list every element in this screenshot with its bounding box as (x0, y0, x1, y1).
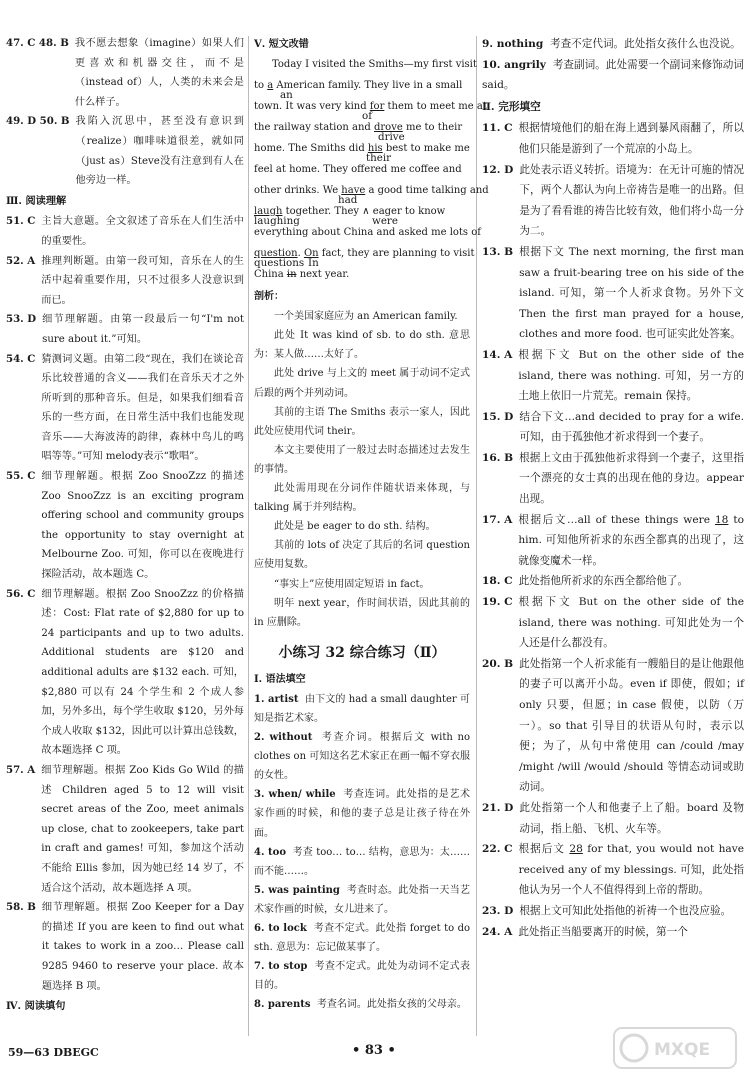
analysis-item: 此处 drive 与上文的 meet 属于动词不定式后跟的两个并列动词。 (254, 368, 470, 399)
analysis-item: 此处 It was kind of sb. to do sth. 意思为：某人做……太好了。 (254, 330, 470, 361)
passage-line-7: other drinks. We have a good time talking and had (254, 185, 489, 207)
correction: In (308, 257, 319, 270)
passage-line-5: home. The Smiths did his best to make me their (254, 143, 470, 165)
analysis-item: 其前的 lots of 决定了其后的名词 question 应使用复数。 (254, 540, 470, 571)
correction: were (372, 215, 398, 228)
error-word: a (267, 80, 274, 92)
column-divider-1 (248, 36, 249, 1036)
analysis-item: 此处需用现在分词作伴随状语来体现，与 talking 属于并列结构。 (254, 483, 470, 514)
answer-number: 47. C 48. B (6, 37, 69, 49)
answer-13: 13. B 根据下文 The next morning, the first man saw a fruit-bearing tree on his side of the island. 可知，第一个人祈求食物。另外下文 Then the first man prayed for a house, clothes and more food. 也可证实此处答案。 (482, 245, 744, 341)
answer-explanation: 细节理解题。根据 Zoo SnooZzz 的价格描述：Cost: Flat rate of $2,880 for up to 24 participants and up to two adults. Additional students are $120 and additional adults are $132 each. 可知，$2,880 可以有 24 个学生和 2 个成人参加，另外多出，每个学生收取 $120，另外每个成人收取 $132，因此可以计算出总钱数，故本题选择 C 项。 (41, 588, 244, 757)
blank-number: 28 (569, 843, 583, 856)
answer-23: 23. D 根据上文可知此处指他的祈祷一个也没应验。 (482, 904, 732, 917)
answer-number: 49. D 50. B (6, 115, 70, 128)
grammar-answer-7: 7. to stop 考查不定式。此处为动词不定式表目的。 (254, 961, 470, 992)
answer-explanation: 细节理解题。根据 Zoo Keeper for a Day 的描述 If you are keen to find out what it takes to work in a zoo… Please call 9285 9460 to reserve your place. 故本题选择 B 项。 (41, 902, 244, 992)
grammar-answer-8: 8. parents 考查名词。此处指女孩的父母亲。 (254, 999, 467, 1011)
grammar-answer-6: 6. to lock 考查不定式。此处指 forget to do sth. 意思为：忘记做某事了。 (254, 923, 470, 954)
correction: drive (378, 131, 405, 144)
answer-number: 52. A (6, 254, 36, 267)
section-heading-sentence-fill: Ⅳ. 阅读填句 (6, 1000, 66, 1013)
error-word: On (303, 248, 319, 260)
answer-number: 55. C (6, 470, 36, 483)
correction: had (338, 194, 358, 207)
answer-number: 51. C (6, 215, 36, 228)
answer-11: 11. C 根据情境他们的船在海上遇到暴风雨翻了，所以他们只能是游到了一个荒凉的小岛上。 (482, 122, 744, 155)
answer-57 (6, 761, 244, 898)
analysis-item: 此处是 be eager to do sth. 结构。 (274, 521, 436, 533)
passage-line-11: China in next year. (254, 269, 350, 281)
exercise-title: 小练习 32 综合练习（Ⅱ） (278, 644, 446, 661)
answer-number: 58. B (6, 901, 36, 914)
answer-explanation: 细节理解题。根据 Zoo SnooZzz 的描述 Zoo SnooZzz is an exciting program offering school and community groups the opportunity to stay overnight at Melbourne Zoo. 可知，你可以在夜晚进行探险活动，故本题选 C。 (41, 471, 244, 581)
passage-line-4: the railway station and drove me to their drive (254, 122, 463, 144)
answer-explanation: 细节理解题。根据 Zoo Kids Go Wild 的描述 Children aged 5 to 12 will visit secret areas of the Zoo, meet animals up close, chat to zookeepers, take part in craft and games! 可知，参加这个活动不能给 Ellis 参加，因为她已经 14 岁了，不适合这个活动，故本题选择 A 项。 (41, 764, 244, 894)
answer-24: 24. A 此处指正当船要离开的时候，第一个 (482, 925, 688, 938)
answer-17: 17. A 根据后文…all of these things were 18 to him. 可知他所祈求的东西全都真的出现了，这就像变魔术一样。 (482, 513, 744, 567)
grammar-answer-10: 10. angrily 考查副词。此处需要一个副词来修饰动词 said。 (482, 58, 744, 92)
grammar-answer-1: 1. artist 由下文的 had a small daughter 可知是指艺术家。 (254, 693, 470, 724)
footer-code: 59—63 DBEGC (8, 1046, 99, 1059)
passage-line-10: question. On fact, they are planning to visit questions In (254, 248, 475, 270)
correction: an (280, 89, 293, 102)
answer-number: 53. D (6, 313, 37, 326)
passage-line-1: Today I visited the Smiths—my first visit (272, 59, 477, 71)
answer-54 (6, 350, 244, 468)
section-heading-error-correction: Ⅴ. 短文改错 (254, 39, 309, 50)
column-right (482, 34, 744, 942)
correction: laughing (254, 215, 300, 228)
error-word: his (367, 143, 383, 155)
analysis-item: 一个美国家庭应为 an American family. (274, 311, 458, 323)
analysis-item: 本文主要使用了一般过去时态描述过去发生的事情。 (254, 444, 470, 475)
column-left (6, 34, 244, 1018)
page-number: • 83 • (352, 1043, 396, 1058)
error-word: question (254, 248, 298, 260)
grammar-answer-3: 3. when/ while 考查连词。此处指的是艺术家作画的时候，和他的妻子总是让孩子待在外面。 (254, 789, 471, 839)
error-word: have (341, 185, 366, 197)
answer-15: 15. D 结合下文…and decided to pray for a wife. 可知，由于孤独他才祈求得到一个妻子。 (482, 410, 744, 444)
answer-number: 57. A (6, 763, 36, 776)
answer-49-50 (6, 112, 244, 190)
analysis-heading: 剖析： (254, 291, 284, 303)
answer-21: 21. D 此处指第一个人和他妻子上了船。board 及物动词，指上船、飞机、火车等。 (482, 801, 744, 835)
grammar-answer-2: 2. without 考查介词。根据后文 with no clothes on 可知这名艺术家正在画一幅不穿衣服的女性。 (254, 732, 471, 782)
error-correction-passage (254, 55, 489, 286)
correction: their (366, 152, 392, 165)
analysis-item: 明年 next year，作时间状语，因此其前的 in 应删除。 (254, 597, 470, 628)
answer-53 (6, 310, 244, 349)
answer-47-48 (6, 34, 244, 112)
answer-20: 20. B 此处指第一个人祈求能有一艘船目的是让他跟他的妻子可以离开小岛。even if 即使，假如；if only 只要，但愿；in case 假使，以防（万一）。so that 引导目的状语从句时，表示以便；为了，从句中常使用 can /could /may /might /will /would /should 等情态动词或助动词。 (482, 657, 744, 794)
answer-18: 18. C 此处指他所祈求的东西全都给他了。 (482, 575, 689, 588)
answer-12: 12. D 此处表示语义转折。语境为：在无计可施的情况下，两个人都认为向上帝祷告是唯一的出路。但是为了看看谁的祷告比较有效，他们将小岛一分为二。 (482, 163, 744, 238)
correction: questions (254, 257, 305, 270)
answer-56 (6, 585, 244, 761)
grammar-answer-4: 4. too 考查 too… to… 结构，意思为：太……而不能……。 (254, 846, 470, 877)
answer-51 (6, 212, 244, 251)
passage-line-6: feel at home. They offered me coffee and (254, 164, 462, 176)
passage-line-8: laugh together. They ∧ eager to know laughing were (254, 206, 446, 228)
answer-16: 16. B 根据上文由于孤独他祈求得到一个妻子，这里指一个漂亮的女士真的出现在他的身边。appear 出现。 (482, 451, 744, 506)
answer-number: 54. C (6, 352, 36, 365)
answer-58 (6, 898, 244, 996)
answer-explanation: 猜测词义题。由第二段“现在，我们在谈论音乐比较普通的含义——我们在音乐天才之外所听到的那种音乐。但是，如果我们细看音乐的一些方面，在日常生活中我们也能发现音乐——大海波涛的韵律，森林中鸟儿的鸣唱等等。”可知 melody表示“歌唱”。 (41, 353, 244, 463)
answer-explanation: 推理判断题。由第一段可知，音乐在人的生活中起着重要作用，只不过很多人没意识到而已。 (41, 255, 244, 306)
answer-explanation: 细节理解题。由第一段最后一句“I'm not sure about it.”可知。 (42, 314, 244, 345)
analysis-item: “事实上”应使用固定短语 in fact。 (274, 578, 430, 590)
answer-22: 22. C 根据后文 28 for that, you would not have received any of my blessings. 可知，此处指他认为另一个人不值得得到上帝的帮助。 (482, 843, 744, 897)
answer-19: 19. C 根据下文 But on the other side of the island, there was nothing. 可知此处为一个人还是什么都没有。 (482, 596, 744, 650)
error-word: for (369, 101, 385, 113)
passage-line-2: to a American family. They live in a small an (254, 80, 463, 102)
answer-number: 56. C (6, 587, 36, 600)
insert-mark: ∧ (362, 206, 370, 218)
answer-55 (6, 467, 244, 585)
section-heading-grammar-fill: Ⅰ. 语法填空 (254, 673, 306, 685)
answer-52 (6, 252, 244, 311)
answer-14: 14. A 根据下文 But on the other side of the island, there was nothing. 可知，另一方的土地上依旧一片荒芜。remain 保持。 (482, 348, 744, 403)
section-heading-cloze: Ⅱ. 完形填空 (482, 100, 541, 113)
correction: of (362, 110, 373, 123)
grammar-answer-9: 9. nothing 考查不定代词。此处指女孩什么也没说。 (482, 38, 741, 50)
error-word: laugh (254, 206, 283, 218)
grammar-answer-5: 5. was painting 考查时态。此处指一天当艺术家作画的时候，女儿进来了。 (254, 884, 471, 915)
section-heading-reading: Ⅲ. 阅读理解 (6, 194, 67, 207)
svg-text:MXQE: MXQE (654, 1040, 711, 1060)
answer-explanation: 主旨大意题。全文叙述了音乐在人们生活中的重要性。 (41, 216, 244, 247)
answer-explanation: 我不愿去想象（imagine）如果人们更喜欢和机器交往，而不是（instead of）人，人类的未来会是什么样子。 (74, 38, 244, 108)
error-word: drove (374, 122, 403, 134)
answer-explanation: 我陷入沉思中，甚至没有意识到（realize）咖啡味道很差，就如同（just as）Steve没有注意到有人在他旁边一样。 (75, 116, 244, 187)
analysis-item: 其前的主语 The Smiths 表示一家人，因此此处应使用代词 their。 (254, 406, 470, 437)
column-middle (254, 34, 489, 1014)
passage-line-9: everything about China and asked me lots of (254, 227, 481, 239)
blank-number: 18 (714, 513, 729, 526)
passage-line-3: town. It was very kind for them to meet me at of (254, 101, 487, 123)
watermark-logo (612, 1026, 738, 1070)
deleted-word: in (286, 269, 297, 281)
